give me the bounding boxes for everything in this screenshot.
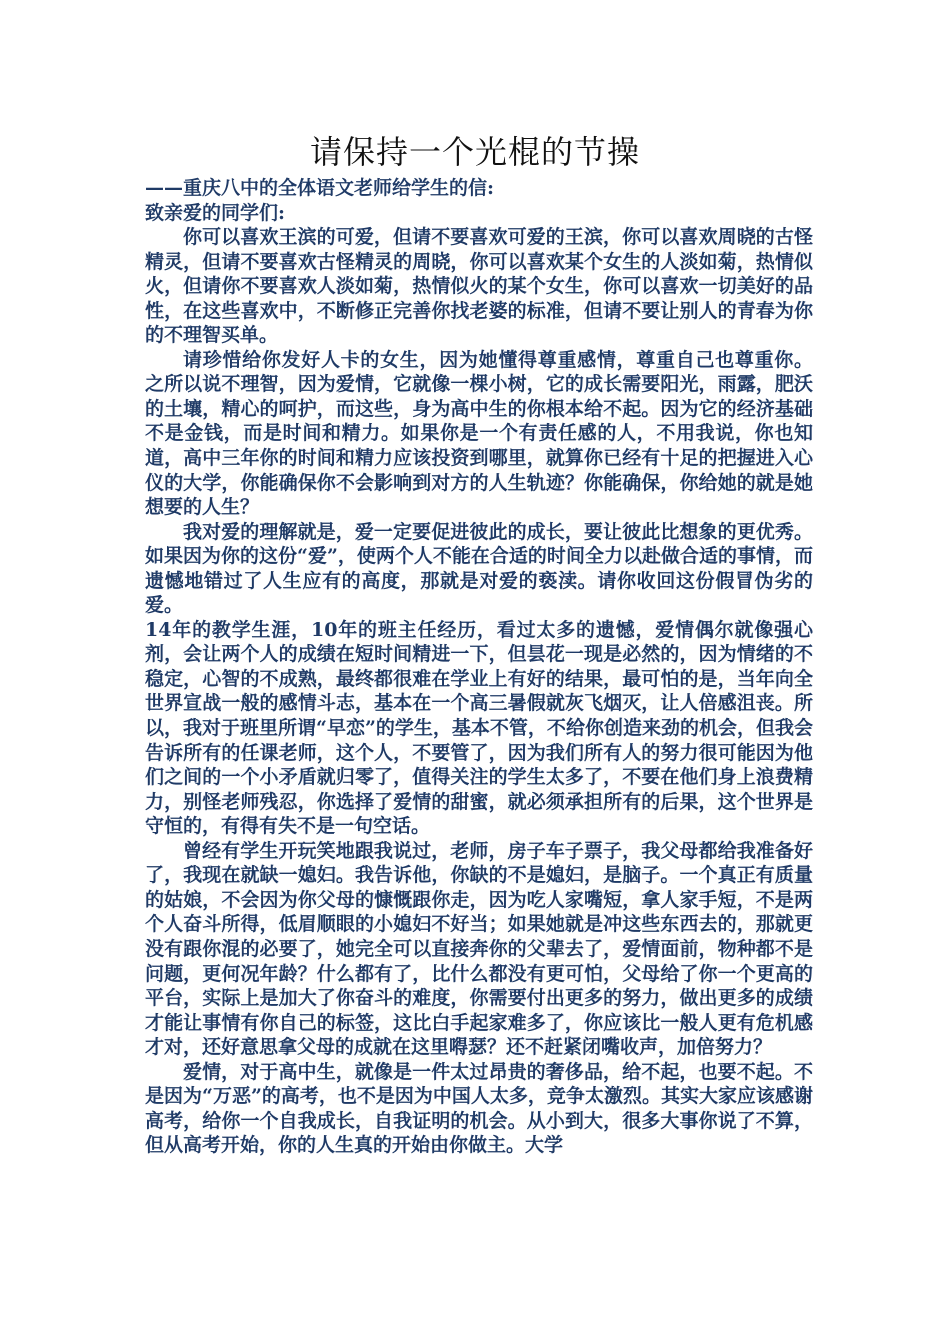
letter-salutation: 致亲爱的同学们: [145,201,286,224]
paragraph-3: 我对爱的理解就是，爱一定要促进彼此的成长，要让彼此比想象的更优秀。如果因为你的这份“爱”，使两个人不能在合适的时间全力以赴做合适的事情，而遗憾地错过了人生应有的高度，那就是对爱的亵渎。请你收回这份假冒伪劣的爱。 [145,520,813,617]
document-title: 请保持一个光棍的节操 [309,133,640,171]
paragraph-1: 你可以喜欢王滨的可爱，但请不要喜欢可爱的王滨，你可以喜欢周晓的古怪精灵，但请不要喜欢古怪精灵的周晓，你可以喜欢某个女生的人淡如菊，热情似火，但请你不要喜欢人淡如菊，热情似火的某个女生，你可以喜欢一切美好的品性，在这些喜欢中，不断修正完善你找老婆的标准，但请不要让别人的青春为你的不理智买单。 [145,226,813,347]
paragraph-6: 爱情，对于高中生，就像是一件太过昂贵的奢侈品，给不起，也要不起。不是因为“万恶”的高考，也不是因为中国人太多，竞争太激烈。其实大家应该感谢高考，给你一个自我成长，自我证明的机会。从小到大，很多大事你说了不算，但从高考开始，你的人生真的开始由你做主。大学 [145,1060,813,1157]
paragraph-5: 曾经有学生开玩笑地跟我说过，老师，房子车子票子，我父母都给我准备好了，我现在就缺一媳妇。我告诉他，你缺的不是媳妇，是脑子。一个真正有质量的姑娘，不会因为你父母的慷慨跟你走，因为吃人家嘴短，拿人家手短，不是两个人奋斗所得，低眉顺眼的小媳妇不好当；如果她就是冲这些东西去的，那就更没有跟你混的必要了，她完全可以直接奔你的父辈去了，爱情面前，物种都不是问题，更何况年龄？什么都有了，比什么都没有更可怕，父母给了你一个更高的平台，实际上是加大了你奋斗的难度，你需要付出更多的努力，做出更多的成绩才能让事情有你自己的标签，这比白手起家难多了，你应该比一般人更有危机感才对，还好意思拿父母的成就在这里嘚瑟？还不赶紧闭嘴收声，加倍努力？ [145,839,813,1059]
paragraph-2: 请珍惜给你发好人卡的女生，因为她懂得尊重感情，尊重自己也尊重你。 之所以说不理智，因为爱情，它就像一棵小树，它的成长需要阳光，雨露，肥沃的土壤，精心的呵护，而这些，身为高中生的你根本给不起。因为它的经济基础不是金钱，而是时间和精力。如果你是一个有责任感的人，不用我说，你也知道，高中三年你的时间和精力应该投资到哪里，就算你已经有十足的把握进入心仪的大学，你能确保你不会影响到对方的人生轨迹？你能确保，你给她的就是她想要的人生？ [145,348,813,519]
paragraph-4: 14年的教学生涯，10年的班主任经历，看过太多的遗憾，爱情偶尔就像强心剂，会让两个人的成绩在短时间精进一下，但昙花一现是必然的，因为情绪的不稳定，心智的不成熟，最终都很难在学业上有好的结果，最可怕的是，当年向全世界宣战一般的感情斗志，基本在一个高三暑假就灰飞烟灭，让人倍感沮丧。所以，我对于班里所谓“早恋”的学生，基本不管，不给你创造来劲的机会，但我会告诉所有的任课老师，这个人，不要管了，因为我们所有人的努力很可能因为他们之间的一个小矛盾就归零了，值得关注的学生太多了，不要在他们身上浪费精力，别怪老师残忍，你选择了爱情的甜蜜，就必须承担所有的后果，这个世界是守恒的，有得有失不是一句空话。 [145,618,813,838]
letter-subtitle: ——重庆八中的全体语文老师给学生的信: [145,177,495,199]
letter-body [145,176,813,1158]
